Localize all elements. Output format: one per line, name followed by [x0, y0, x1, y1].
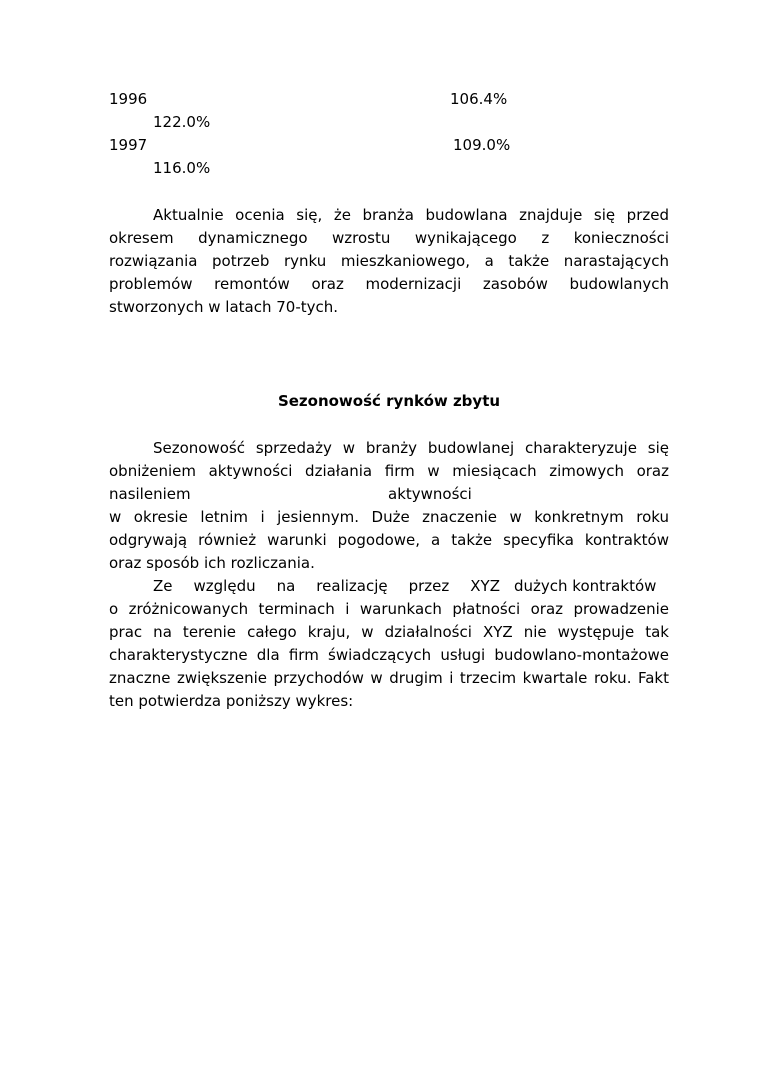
section-title: Sezonowość rynków zbytu	[277, 392, 501, 410]
table-row-value: 106.4%	[450, 90, 508, 108]
paragraph-line: dużych kontraktów	[514, 577, 657, 595]
paragraph-line: Sezonowość sprzedaży w branży budowlanej charakteryzuje się	[153, 439, 669, 457]
paragraph-line: prac na terenie całego kraju, w działalności XYZ nie występuje tak	[109, 623, 669, 641]
paragraph-line: stworzonych w latach 70-tych.	[109, 298, 339, 316]
paragraph-line: w okresie letnim i jesiennym. Duże znaczenie w konkretnym roku	[109, 508, 669, 526]
paragraph-line: oraz sposób ich rozliczania.	[109, 554, 315, 572]
table-row-value: 122.0%	[153, 113, 211, 131]
paragraph-line: aktywności	[388, 485, 472, 503]
paragraph-line: odgrywają również warunki pogodowe, a także specyfika kontraktów	[109, 531, 669, 549]
paragraph-line: okresem dynamicznego wzrostu wynikającego z konieczności	[109, 229, 669, 247]
table-row-value: 109.0%	[453, 136, 511, 154]
paragraph-line: Aktualnie ocenia się, że branża budowlana znajduje się przed	[153, 206, 669, 224]
paragraph-line: charakterystyczne dla firm świadczących usługi budowlano-montażowe	[109, 646, 669, 664]
paragraph-line: rozwiązania potrzeb rynku mieszkaniowego, a także narastających	[109, 252, 669, 270]
table-row-value: 116.0%	[153, 159, 211, 177]
paragraph-line: obniżeniem aktywności działania firm w miesiącach zimowych oraz	[109, 462, 669, 480]
paragraph-line: nasileniem	[109, 485, 191, 503]
paragraph-line: Ze względu na realizację przez XYZ	[153, 577, 500, 595]
table-row-year: 1997	[109, 136, 148, 154]
paragraph-line: o zróżnicowanych terminach i warunkach płatności oraz prowadzenie	[109, 600, 669, 618]
paragraph-line: problemów remontów oraz modernizacji zasobów budowlanych	[109, 275, 669, 293]
paragraph-line: ten potwierdza poniższy wykres:	[109, 692, 354, 710]
table-row-year: 1996	[109, 90, 148, 108]
paragraph-line: znaczne zwiększenie przychodów w drugim i trzecim kwartale roku. Fakt	[109, 669, 669, 687]
